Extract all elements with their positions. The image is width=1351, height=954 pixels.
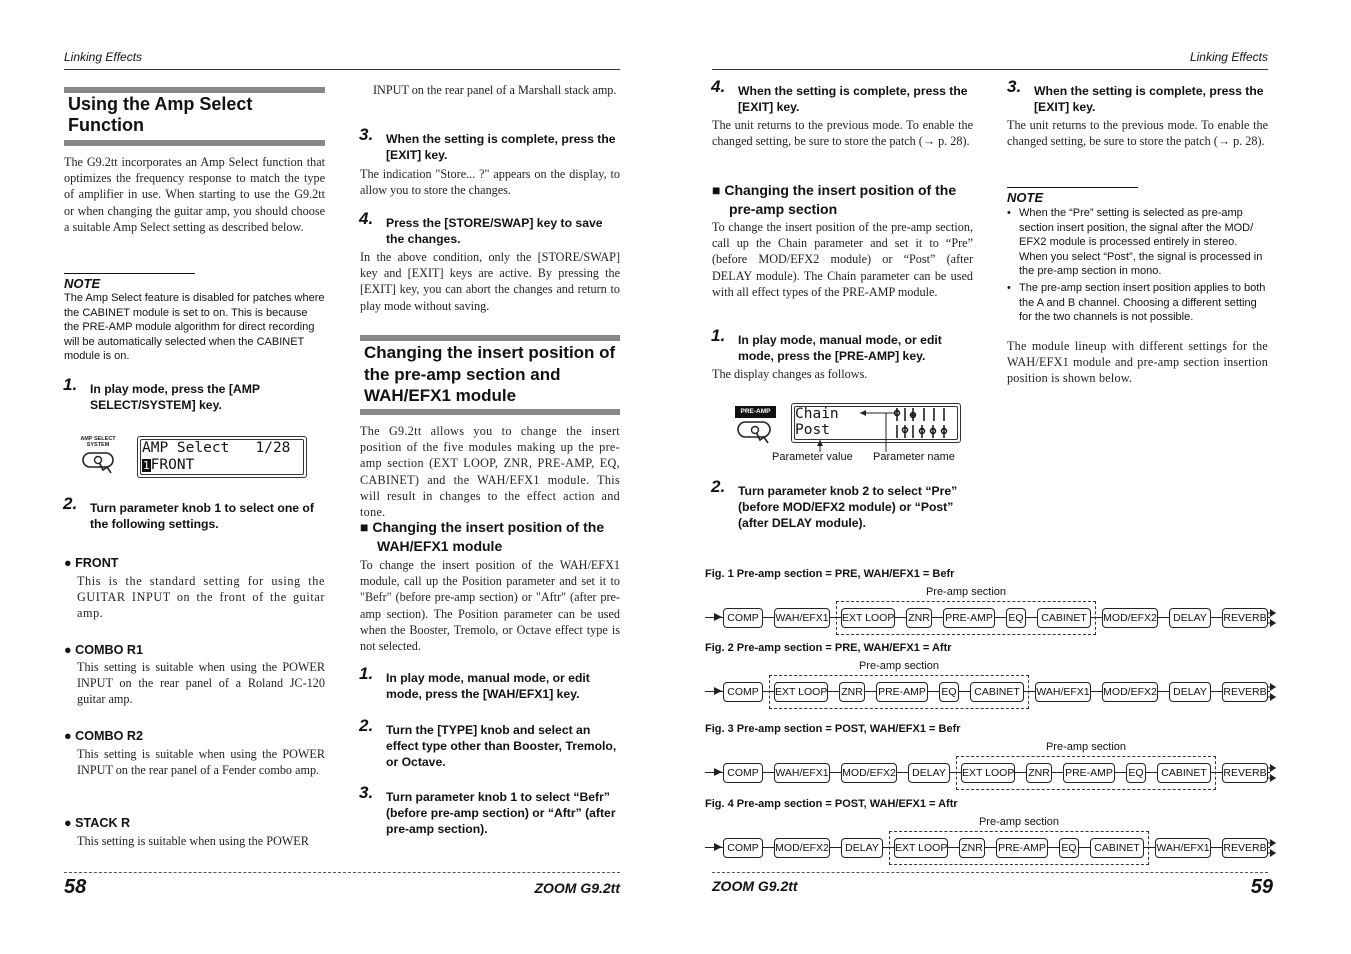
note-rule-right xyxy=(1007,187,1138,188)
module-block-eq: EQ xyxy=(1059,838,1079,858)
pre-step-3-text: The unit returns to the previous mode. To enable the changed setting, be sure to store the patch (→ p. 28). xyxy=(1007,118,1268,149)
step-text: Press the [STORE/SWAP] key to save the changes. xyxy=(386,216,603,246)
step-number: 2. xyxy=(359,716,374,735)
module-block-mod-efx2: MOD/EFX2 xyxy=(841,763,897,783)
step-3-text: The indication "Store... ?" appears on the display, to allow you to store the changes. xyxy=(360,167,620,198)
section-title-amp-select: Using the Amp Select Function xyxy=(68,94,253,135)
item-combo-r1-title: ● COMBO R1 xyxy=(64,643,143,657)
step-number: 1. xyxy=(711,326,726,345)
module-block-cabinet: CABINET xyxy=(1090,838,1144,858)
subsection-pre-amp: ■ Changing the insert position of the pre-amp section xyxy=(712,182,957,217)
lcd-line-2 xyxy=(142,457,194,474)
module-block-eq: EQ xyxy=(1006,608,1026,628)
amp-select-key-label: AMP SELECT SYSTEM xyxy=(80,436,116,448)
amp-select-lcd xyxy=(137,436,307,478)
header-rule-right xyxy=(712,69,1268,70)
step-text: In play mode, press the [AMP SELECT/SYSTEM] key. xyxy=(90,382,260,412)
module-block-mod-efx2: MOD/EFX2 xyxy=(1102,608,1158,628)
step-1 xyxy=(63,375,322,413)
lcd-line-1: Chain xyxy=(795,406,839,422)
module-block-delay: DELAY xyxy=(1169,608,1211,628)
step-3 xyxy=(359,125,620,163)
pre-amp-section-label: Pre-amp section xyxy=(858,660,940,672)
module-block-cabinet: CABINET xyxy=(1157,763,1211,783)
module-block-mod-efx2: MOD/EFX2 xyxy=(774,838,830,858)
section2-intro: The G9.2tt allows you to change the insert position of the five modules making up the pre-amp section (EXT LOOP, ZNR, PRE-AMP, EQ, CABINET) and the WAH/EFX1 module. This will result in changes to the effect action and tone. xyxy=(360,424,620,520)
figure-title: Fig. 3 Pre-amp section = POST, WAH/EFX1 = Befr xyxy=(705,723,961,735)
module-block-pre-amp: PRE-AMP xyxy=(996,838,1048,858)
step-number: 4. xyxy=(359,209,374,228)
step-number: 3. xyxy=(359,783,374,802)
pre-amp-section-box xyxy=(956,756,1216,790)
module-block-delay: DELAY xyxy=(841,838,883,858)
step-text: Turn parameter knob 1 to select one of the following settings. xyxy=(90,501,314,531)
module-block-ext-loop: EXT LOOP xyxy=(961,763,1015,783)
lcd-cursor-icon: 1 xyxy=(143,459,150,472)
pre-step-2 xyxy=(711,477,974,531)
running-header-right: Linking Effects xyxy=(1189,50,1268,64)
step-text: When the setting is complete, press the [EXIT] key. xyxy=(386,132,616,162)
step-2 xyxy=(63,494,322,532)
pre-step-3 xyxy=(1007,77,1268,115)
input-arrow-icon xyxy=(714,768,722,776)
step-text: When the setting is complete, press the [EXIT] key. xyxy=(738,84,968,114)
step-number: 3. xyxy=(1007,77,1022,96)
subsection-wah-efx1-text: To change the insert position of the WAH/EFX1 module, call up the Position parameter and set it to "Befr" (before pre-amp section) or "Aftr" (after pre-amp section). The Position parameter can be used when the Booster, Tremolo, or Octave effect type is not selected. xyxy=(360,558,620,654)
subsection-pre-amp-text: To change the insert position of the pre-amp section, call up the Chain parameter and set it to “Pre” (before MOD/EFX2 module) or “Post” (after DELAY module). The Chain parameter can be used with all effect types of the PRE-AMP module. xyxy=(712,220,973,299)
input-arrow-icon xyxy=(714,613,722,621)
module-block-wah-efx1: WAH/EFX1 xyxy=(1035,682,1091,702)
wah-step-2 xyxy=(359,716,620,770)
brand-left: ZOOM G9.2tt xyxy=(534,880,620,896)
step-text: Turn parameter knob 2 to select “Pre” (before MOD/EFX2 module) or “Post” (after DELAY module). xyxy=(738,484,958,530)
pre-amp-section-box xyxy=(889,831,1149,865)
section-title-insert-position: Changing the insert position of the pre-amp section and WAH/EFX1 module xyxy=(364,343,616,405)
module-block-znr: ZNR xyxy=(906,608,932,628)
step-text: Turn parameter knob 1 to select “Befr” (before pre-amp section) or “Aftr” (after pre-amp section). xyxy=(386,790,616,836)
input-arrow-icon xyxy=(714,687,722,695)
module-block-pre-amp: PRE-AMP xyxy=(943,608,995,628)
wah-step-1 xyxy=(359,664,620,702)
step-text: Turn the [TYPE] knob and select an effect type other than Booster, Tremolo, or Octave. xyxy=(386,723,617,769)
footer-rule-right xyxy=(712,872,1268,873)
pre-amp-key-icon[interactable] xyxy=(736,420,776,446)
step-4-right-text: The unit returns to the previous mode. To enable the changed setting, be sure to store the patch (→ p. 28). xyxy=(712,118,973,149)
module-block-comp: COMP xyxy=(723,838,763,858)
lcd-line-1: AMP Select 1/28 xyxy=(142,440,291,456)
lcd-line-2: Post xyxy=(795,422,830,438)
subsection-wah-efx1: ■ Changing the insert position of the WAH/EFX1 module xyxy=(360,519,605,554)
note-title: NOTE xyxy=(64,276,101,291)
parameter-name-label: Parameter name xyxy=(873,451,955,463)
module-block-ext-loop: EXT LOOP xyxy=(894,838,948,858)
pre-amp-key-label: PRE-AMP xyxy=(735,406,776,418)
module-block-comp: COMP xyxy=(723,682,763,702)
module-block-pre-amp: PRE-AMP xyxy=(876,682,928,702)
pre-step-1-text: The display changes as follows. xyxy=(712,367,868,381)
page-number-right: 59 xyxy=(1250,876,1273,898)
step-number: 2. xyxy=(711,477,726,496)
module-block-comp: COMP xyxy=(723,608,763,628)
module-block-ext-loop: EXT LOOP xyxy=(841,608,895,628)
stack-r-continued: INPUT on the rear panel of a Marshall stack amp. xyxy=(373,83,617,97)
module-block-reverb: REVERB xyxy=(1222,682,1268,702)
pre-step-1 xyxy=(711,326,970,364)
module-block-znr: ZNR xyxy=(1026,763,1052,783)
pre-amp-section-label: Pre-amp section xyxy=(1045,741,1127,753)
step-number: 2. xyxy=(63,494,78,513)
section-bar-bottom xyxy=(64,140,325,146)
module-block-ext-loop: EXT LOOP xyxy=(774,682,828,702)
figure-title: Fig. 2 Pre-amp section = PRE, WAH/EFX1 = Aftr xyxy=(705,642,952,654)
step-number: 4. xyxy=(711,77,726,96)
module-block-pre-amp: PRE-AMP xyxy=(1063,763,1115,783)
module-block-delay: DELAY xyxy=(908,763,950,783)
wah-step-3 xyxy=(359,783,620,837)
module-block-delay: DELAY xyxy=(1169,682,1211,702)
note-text: The Amp Select feature is disabled for patches where the CABINET module is set to on. This is because the PRE-AMP module algorithm for direct recording will be automatically selected when the CABINET module is on. xyxy=(64,292,325,363)
module-block-eq: EQ xyxy=(939,682,959,702)
module-block-mod-efx2: MOD/EFX2 xyxy=(1102,682,1158,702)
module-block-wah-efx1: WAH/EFX1 xyxy=(774,608,830,628)
lineup-paragraph: The module lineup with different settings for the WAH/EFX1 module and pre-amp section insertion position is shown below. xyxy=(1007,339,1268,386)
lcd-value: FRONT xyxy=(150,457,195,473)
step-text: When the setting is complete, press the [EXIT] key. xyxy=(1034,84,1264,114)
step-text: In play mode, manual mode, or edit mode, press the [WAH/EFX1] key. xyxy=(386,671,590,701)
step-4 xyxy=(359,209,620,247)
module-block-znr: ZNR xyxy=(959,838,985,858)
note-item: • When the “Pre” setting is selected as pre-amp section insert position, the signal after the MOD/ EFX2 module is processed entirely in stereo. When you select “Post”, the signal is processed in the pre-amp section in mono. xyxy=(1007,206,1268,279)
module-block-comp: COMP xyxy=(723,763,763,783)
running-header-left: Linking Effects xyxy=(64,50,143,64)
note-rule xyxy=(64,273,195,274)
parameter-callout-lines xyxy=(800,408,910,454)
figure-title: Fig. 1 Pre-amp section = PRE, WAH/EFX1 = Befr xyxy=(705,568,955,580)
footer-rule-left xyxy=(64,872,620,873)
module-block-cabinet: CABINET xyxy=(970,682,1024,702)
pre-amp-section-box xyxy=(769,675,1029,709)
section-bar-top xyxy=(64,87,325,93)
item-combo-r1-text: This setting is suitable when using the POWER INPUT on the rear panel of a Roland JC-120 guitar amp. xyxy=(77,660,325,707)
module-block-reverb: REVERB xyxy=(1222,838,1268,858)
header-rule-left xyxy=(64,69,620,70)
module-block-wah-efx1: WAH/EFX1 xyxy=(774,763,830,783)
module-block-reverb: REVERB xyxy=(1222,763,1268,783)
item-combo-r2-text: This setting is suitable when using the POWER INPUT on the rear panel of a Fender combo amp. xyxy=(77,747,325,778)
item-stack-r-text: This setting is suitable when using the POWER xyxy=(77,834,309,848)
figure-title: Fig. 4 Pre-amp section = POST, WAH/EFX1 = Aftr xyxy=(705,798,958,810)
note-list-right xyxy=(1007,206,1268,325)
note-item: • The pre-amp section insert position applies to both the A and B channel. Choosing a different setting for the two channels is not possible. xyxy=(1007,281,1268,325)
module-block-reverb: REVERB xyxy=(1222,608,1268,628)
module-block-cabinet: CABINET xyxy=(1037,608,1091,628)
step-number: 1. xyxy=(63,375,78,394)
item-front-text: This is the standard setting for using the GUITAR INPUT on the front of the guitar amp. xyxy=(77,574,325,621)
item-front-title: ● FRONT xyxy=(64,556,119,570)
step-4-text: In the above condition, only the [STORE/SWAP] key and [EXIT] keys are active. By pressing the [EXIT] key, you can abort the changes and return to play mode without saving. xyxy=(360,250,620,313)
module-block-znr: ZNR xyxy=(839,682,865,702)
pre-amp-section-label: Pre-amp section xyxy=(925,586,1007,598)
page-number-left: 58 xyxy=(64,876,87,898)
pre-amp-section-label: Pre-amp section xyxy=(978,816,1060,828)
amp-select-key-icon[interactable] xyxy=(81,450,117,476)
pre-amp-section-box xyxy=(836,601,1096,635)
brand-right: ZOOM G9.2tt xyxy=(712,878,798,894)
item-stack-r-title: ● STACK R xyxy=(64,816,131,830)
item-combo-r2-title: ● COMBO R2 xyxy=(64,729,143,743)
step-text: In play mode, manual mode, or edit mode, press the [PRE-AMP] key. xyxy=(738,333,942,363)
parameter-value-label: Parameter value xyxy=(772,451,853,463)
step-number: 1. xyxy=(359,664,374,683)
section2-bar-bottom xyxy=(360,409,620,415)
section2-bar-top xyxy=(360,335,620,341)
step-number: 3. xyxy=(359,125,374,144)
module-block-eq: EQ xyxy=(1126,763,1146,783)
input-arrow-icon xyxy=(714,843,722,851)
intro-paragraph: The G9.2tt incorporates an Amp Select function that optimizes the frequency response to match the type of amplifier in use. When starting to use the G9.2tt or when changing the guitar amp, you should choose a suitable Amp Select setting as described below. xyxy=(64,155,325,234)
note-title-right: NOTE xyxy=(1007,190,1044,205)
module-block-wah-efx1: WAH/EFX1 xyxy=(1155,838,1211,858)
step-4-right xyxy=(711,77,970,115)
